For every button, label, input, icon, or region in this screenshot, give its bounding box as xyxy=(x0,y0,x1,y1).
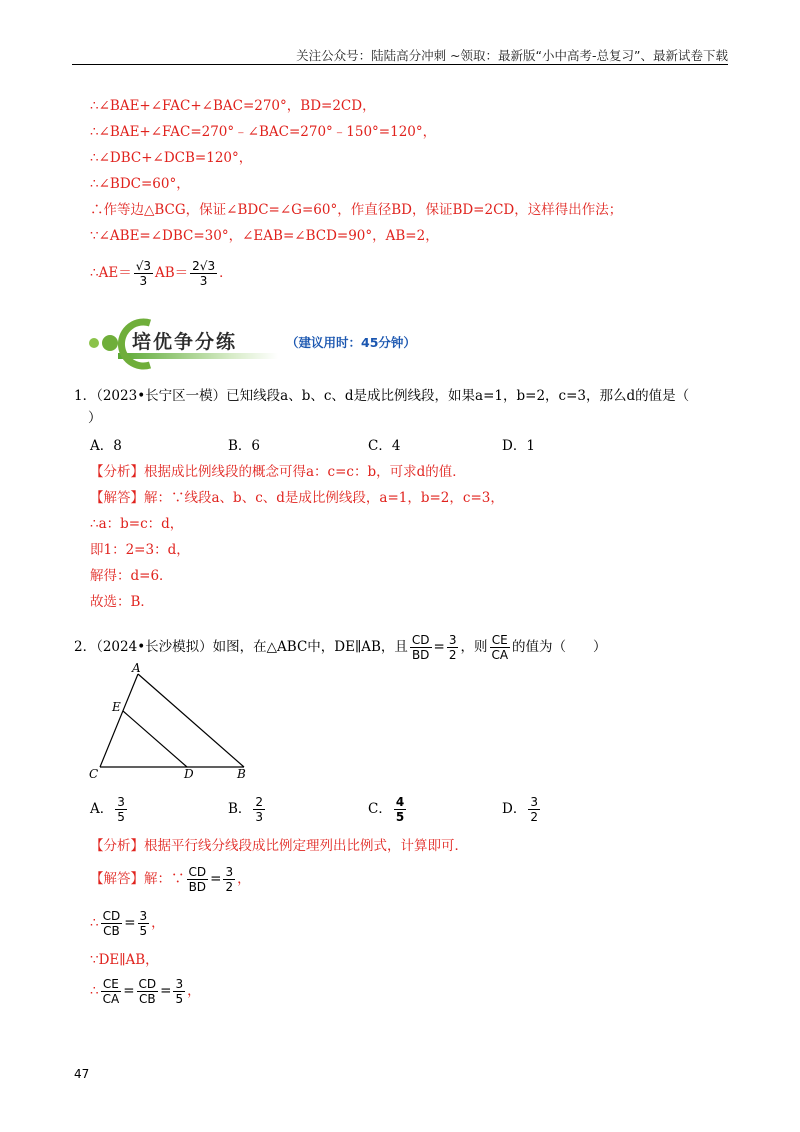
label-b: B xyxy=(237,767,246,781)
q2-option-a: A． $\frac{3}{5}$ xyxy=(90,795,125,824)
side-ab xyxy=(138,674,244,767)
q2-analysis: 【分析】根据平行线分线段成比例定理列出比例式，计算即可． xyxy=(90,838,468,854)
ae-fraction: $\frac{√3}{3}$ xyxy=(135,259,151,288)
q2-option-c: C． $\frac{4}{5}$ xyxy=(368,795,405,824)
solution-line-2: ∴∠BAE+∠FAC=270°﹣∠BAC=270°﹣150°=120°， xyxy=(90,124,437,140)
q2-option-b: B． $\frac{2}{3}$ xyxy=(228,795,264,824)
q2-stem-end: 的值为（ ） xyxy=(512,639,607,655)
section-time: （建议用时：45分钟） xyxy=(286,335,416,350)
side-ca xyxy=(100,674,138,767)
q1-analysis: 【分析】根据成比例线段的概念可得a：c=c：b，可求d的值． xyxy=(90,464,466,480)
ae-label: ∴AE＝ xyxy=(90,265,132,281)
label-c: C xyxy=(89,767,99,781)
q2-ratio-ce-ca: $\frac{CE}{CA}$ xyxy=(491,633,509,662)
label-a: A xyxy=(132,661,141,675)
solution-line-5: ∴作等边△BCG，保证∠BDC=∠G=60°，作直径BD，保证BD=2CD，这样得出作法； xyxy=(90,202,623,218)
banner-dot-icon xyxy=(102,335,118,351)
label-e: E xyxy=(112,700,121,714)
ab-label: AB＝ xyxy=(154,265,189,281)
equals-sign: = xyxy=(433,639,445,655)
header-rule xyxy=(72,64,728,65)
q1-answer-line-4: 解得：d=6． xyxy=(90,568,173,584)
ab-fraction: $\frac{2√3}{3}$ xyxy=(192,259,216,288)
period: ． xyxy=(219,265,233,281)
q1-answer-line-1: 【解答】解：∵线段a、b、c、d是成比例线段，a=1，b=2，c=3， xyxy=(90,490,504,506)
solution-line-6: ∵∠ABE=∠DBC=30°，∠EAB=∠BCD=90°，AB=2， xyxy=(90,228,439,244)
triangle-figure xyxy=(84,660,264,785)
q1-option-d: D．1 xyxy=(502,438,535,454)
solution-line-3: ∴∠DBC+∠DCB=120°， xyxy=(90,150,253,166)
label-d: D xyxy=(184,767,194,781)
q2-ratio-3-2: $\frac{3}{2}$ xyxy=(448,633,457,662)
q2-stem-text: 2．（2024•长沙模拟）如图，在△ABC中，DE∥AB，且 xyxy=(74,639,408,655)
solution-line-7 xyxy=(90,256,233,290)
page-number: 47 xyxy=(74,1067,90,1081)
q1-answer-line-5: 故选：B． xyxy=(90,594,154,610)
q1-stem-line-1: 1．（2023•长宁区一模）已知线段a、b、c、d是成比例线段，如果a=1，b=2，c=3，那么d的值是（ xyxy=(74,388,690,404)
section-title: 培优争分练 xyxy=(132,331,238,353)
page-header: 关注公众号：陆陆高分冲刺 ~领取：最新版“小中高考-总复习”、最新试卷下载 xyxy=(296,48,728,63)
q2-answer-line-1: 【解答】解：∵ $\frac{CD}{BD}$ = $\frac{3}{2}$ ， xyxy=(90,865,251,894)
q2-ratio-cd-bd: $\frac{CD}{BD}$ xyxy=(411,633,430,662)
q1-option-a: A．8 xyxy=(90,438,122,454)
banner-dot-icon xyxy=(89,338,99,348)
q2-option-d: D． $\frac{3}{2}$ xyxy=(502,795,538,824)
q2-answer-line-4: ∴ $\frac{CE}{CA}$ = $\frac{CD}{CB}$ = $\frac{3}{5}$ ， xyxy=(90,977,201,1006)
q2-stem-mid: ，则 xyxy=(460,639,488,655)
segment-de xyxy=(123,711,187,767)
section-banner xyxy=(88,315,418,371)
q1-option-b: B．6 xyxy=(228,438,261,454)
q1-stem-line-2: ） xyxy=(88,410,102,426)
q1-answer-line-3: 即1：2=3：d， xyxy=(90,542,190,558)
q1-answer-line-2: ∴a：b=c：d， xyxy=(90,516,184,532)
q2-answer-line-2: ∴ $\frac{CD}{CB}$ = $\frac{3}{5}$ ， xyxy=(90,909,165,938)
q1-option-c: C．4 xyxy=(368,438,401,454)
q2-answer-line-3: ∵DE∥AB， xyxy=(90,952,159,968)
solution-line-1: ∴∠BAE+∠FAC+∠BAC=270°，BD=2CD， xyxy=(90,98,376,114)
solution-line-4: ∴∠BDC=60°， xyxy=(90,176,190,192)
q2-stem xyxy=(74,630,607,664)
